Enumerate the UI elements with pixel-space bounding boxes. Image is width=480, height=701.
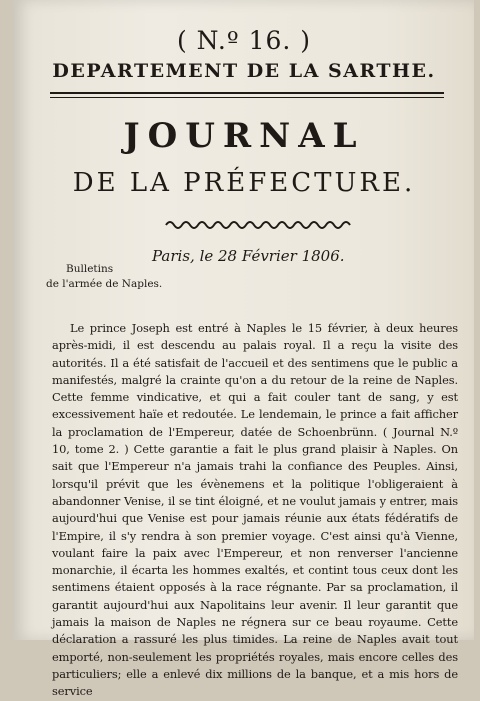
journal-title: JOURNAL: [123, 116, 365, 156]
article-body: [52, 320, 458, 701]
journal-subtitle: DE LA PRÉFECTURE.: [72, 168, 416, 198]
department-heading: DEPARTEMENT DE LA SARTHE.: [52, 60, 436, 82]
double-rule-bottom: [50, 97, 444, 98]
margin-note-line1: Bulletins: [66, 263, 114, 275]
double-rule-top: [50, 92, 444, 94]
margin-note: [46, 262, 176, 292]
issue-number: ( N.º 16. ): [176, 26, 312, 55]
wavy-ornament: [164, 218, 354, 232]
margin-note-line2: de l'armée de Naples.: [46, 278, 163, 290]
journal-page: [14, 0, 474, 699]
article-paragraph: Le prince Joseph est entré à Naples le 15 février, à deux heures après-midi, il est descendu au palais royal. Il a reçu la visite des autorités. Il a été satisfait de l'accueil et des sentimens que le public a manifestés, malgré la crainte qu'on a du retour de la reine de Naples. Cette femme vindicative, et qui a fait couler tant de sang, y est excessivement haïe et redoutée. Le lendemain, le prince a fait afficher la proclamation de l'Empereur, datée de Schoenbrünn. ( Journal N.º 10, tome 2. ) Cette garantie a fait le plus grand plaisir à Naples. On sait que l'Empereur n'a jamais trahi la confiance des Peuples. Ainsi, lorsqu'il prévit que les évènemens et la politique l'obligeraient à abandonner Venise, il se tint éloigné, et ne voulut jamais y entrer, mais aujourd'hui que Venise est pour jamais réunie aux états fédératifs de l'Empire, il s'y rendra à son premier voyage. C'est ainsi qu'à Vienne, voulant faire la paix avec l'Empereur, et non renverser l'ancienne monarchie, il écarta les hommes exaltés, et contint tous ceux dont les sentimens étaient opposés à la race régnante. Par sa proclamation, il garantit aujourd'hui aux Napolitains leur avenir. Il leur garantit que jamais la maison de Naples ne régnera sur ce beau royaume. Cette déclaration a rassuré les plus timides. La reine de Naples avait tout emporté, non-seulement les propriétés royales, mais encore celles des particuliers; elle a enlevé dix millions de la banque, et a mis hors de service: [52, 321, 458, 699]
dateline: Paris, le 28 Février 1806.: [152, 247, 345, 265]
